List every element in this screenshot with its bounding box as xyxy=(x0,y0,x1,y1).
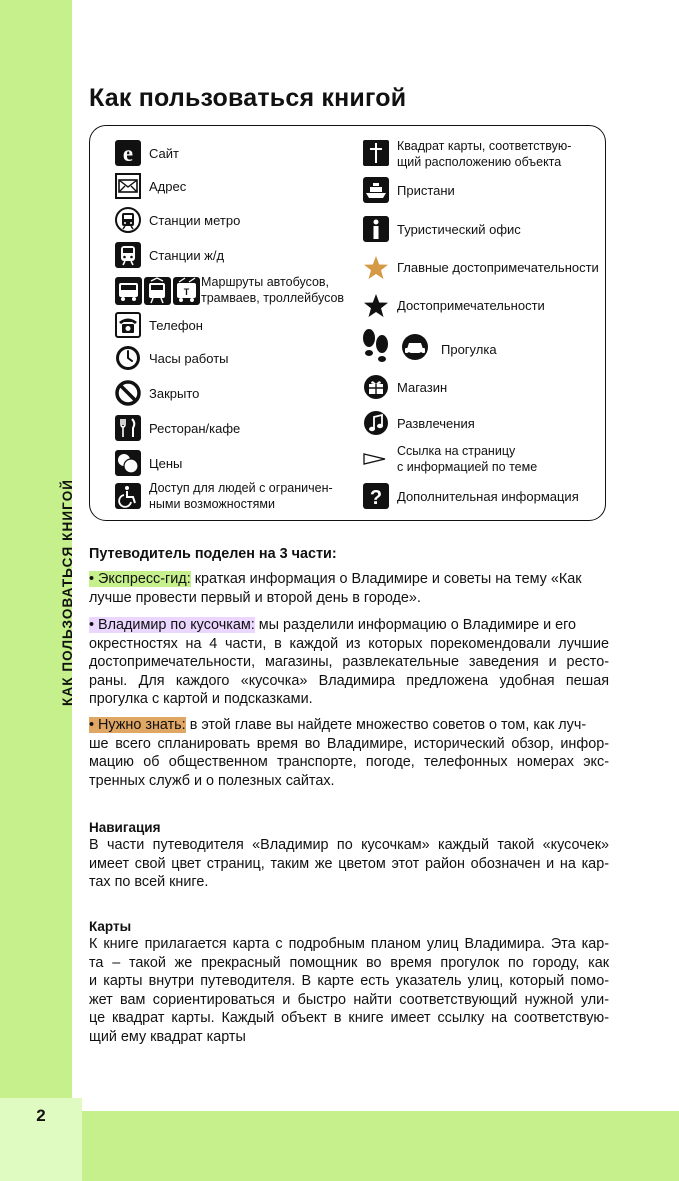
wheelchair-icon xyxy=(115,483,141,509)
part-slices xyxy=(89,616,609,709)
maps-text-line5: це квадрат карты. Каждый объект в книге имеет ссылку на соответствую- xyxy=(89,1010,609,1026)
bottom-band xyxy=(82,1111,679,1181)
legend-label-page-link-line2: с информацией по теме xyxy=(397,460,538,474)
legend-label-shop: Магазин xyxy=(397,380,448,395)
part-slices-text-line4: раны. Для каждого «кусочка» Владимира предложена удобная пешая xyxy=(89,672,609,689)
legend-label-accessible-line1: Доступ для людей с ограничен- xyxy=(149,481,333,495)
legend-label-map-square-line2: щий расположению объекта xyxy=(397,155,562,169)
part-know xyxy=(89,716,609,790)
envelope-icon xyxy=(115,173,141,199)
section-side-title: КАК ПОЛЬЗОВАТЬСЯ КНИГОЙ xyxy=(60,478,75,706)
page-link-arrow-icon xyxy=(363,452,387,466)
legend-label-entertainment: Развлечения xyxy=(397,416,475,431)
part-know-label: • Нужно знать: xyxy=(89,717,186,733)
part-express-label: • Экспресс-гид: xyxy=(89,571,191,587)
svg-text:?: ? xyxy=(369,487,383,509)
svg-text:e: e xyxy=(122,141,134,166)
maps-text xyxy=(89,935,609,1046)
legend-label-restaurant: Ресторан/кафе xyxy=(149,421,241,436)
railway-train-icon xyxy=(115,242,141,268)
part-know-text-line3: мацию об общественном транспорте, погоде, телефонных номерах экс- xyxy=(89,754,609,770)
e-website-icon xyxy=(115,140,141,166)
part-know-text-line4: тренных служб и о полезных сайтах. xyxy=(89,772,335,789)
part-express-text-line1: краткая информация о Владимире и советы на тему «Как xyxy=(194,571,582,587)
legend-label-transport-line2: трамваев, троллейбусов xyxy=(201,291,345,305)
footprints-car-icon xyxy=(361,328,431,366)
legend-label-pier: Пристани xyxy=(397,183,455,198)
part-slices-label: • Владимир по кусочкам: xyxy=(89,617,255,633)
legend-label-transport-line1: Маршруты автобусов, xyxy=(201,275,330,289)
legend-label-map-square-line1: Квадрат карты, соответствую- xyxy=(397,139,572,153)
page-number: 2 xyxy=(36,1106,46,1125)
page-title: Как пользоваться книгой xyxy=(89,84,407,112)
part-slices-text-line3: достопримечательности, магазины, развлекательные заведения и ресто- xyxy=(89,654,609,670)
black-star-icon xyxy=(363,293,389,319)
legend-label-phone: Телефон xyxy=(149,318,203,333)
legend-label-accessible-line2: ными возможностями xyxy=(149,497,275,511)
part-slices-text-line2: окрестностях на 4 части, в каждой из которых порекомендовали лучшие xyxy=(89,635,609,652)
legend-label-tourist-office: Туристический офис xyxy=(397,222,521,237)
legend-label-address: Адрес xyxy=(149,179,187,194)
part-know-text-line2: ше всего спланировать время во Владимире, исторический обзор, инфор- xyxy=(89,735,609,752)
svg-text:T: T xyxy=(183,287,190,297)
legend-label-walk: Прогулка xyxy=(441,342,497,357)
info-icon xyxy=(363,216,389,242)
legend-label-closed: Закрыто xyxy=(149,386,200,401)
pier-ship-icon xyxy=(363,177,389,203)
part-express-text-line2: лучше провести первый и второй день в городе». xyxy=(89,589,421,606)
parts-heading: Путеводитель поделен на 3 части: xyxy=(89,546,337,562)
bus-tram-trolleybus-icon xyxy=(115,277,201,305)
map-square-icon xyxy=(363,140,389,166)
legend-label-page-link-line1: Ссылка на страницу xyxy=(397,444,516,458)
legend-label-prices: Цены xyxy=(149,456,183,471)
legend-label-website: Сайт xyxy=(149,146,179,161)
navigation-text-line3: тах по всей книге. xyxy=(89,874,209,890)
legend-label-hours: Часы работы xyxy=(149,351,229,366)
restaurant-icon xyxy=(115,415,141,441)
part-slices-text-line1: мы разделили информацию о Владимире и его xyxy=(258,617,577,633)
maps-text-line4: жет вам сориентироваться и быстро найти соответствующий нужной ули- xyxy=(89,991,609,1008)
part-express xyxy=(89,570,609,607)
metro-train-icon xyxy=(115,207,141,233)
clock-icon xyxy=(115,345,141,371)
maps-text-line2: та – такой же прекрасный помощник во время прогулок по городу, как xyxy=(89,954,609,971)
navigation-heading: Навигация xyxy=(89,820,161,835)
music-note-icon xyxy=(363,410,389,436)
legend-label-sights: Достопримечательности xyxy=(397,298,545,313)
closed-icon xyxy=(115,380,141,406)
maps-heading: Карты xyxy=(89,919,132,934)
legend-label-main-sights: Главные достопримечательности xyxy=(397,260,599,275)
navigation-text-line1: В части путеводителя «Владимир по кусочкам» каждый такой «кусочек» xyxy=(89,837,609,853)
maps-text-line6: щий ему квадрат карты xyxy=(89,1028,246,1045)
gold-star-icon xyxy=(363,255,389,281)
navigation-text xyxy=(89,836,609,892)
gift-shop-icon xyxy=(363,374,389,400)
part-know-text-line1: в этой главе вы найдете множество советов о том, как луч- xyxy=(189,717,587,733)
navigation-text-line2: имеет свой цвет страниц, таким же цветом этот район обозначен и на кар- xyxy=(89,855,609,872)
maps-text-line1: К книге прилагается карта с подробным планом улиц Владимира. Эта кар- xyxy=(89,936,609,952)
legend-label-railway: Станции ж/д xyxy=(149,248,225,263)
legend-label-extra-info: Дополнительная информация xyxy=(397,489,579,504)
question-icon xyxy=(363,483,389,509)
maps-text-line3: и карты внутри путеводителя. В карте есть указатель улиц, который помо- xyxy=(89,973,609,989)
part-slices-text-line5: прогулка с картой и подсказками. xyxy=(89,691,313,707)
legend-box xyxy=(89,125,606,521)
legend-label-metro: Станции метро xyxy=(149,213,241,228)
telephone-icon xyxy=(115,312,141,338)
prices-icon xyxy=(115,450,141,476)
